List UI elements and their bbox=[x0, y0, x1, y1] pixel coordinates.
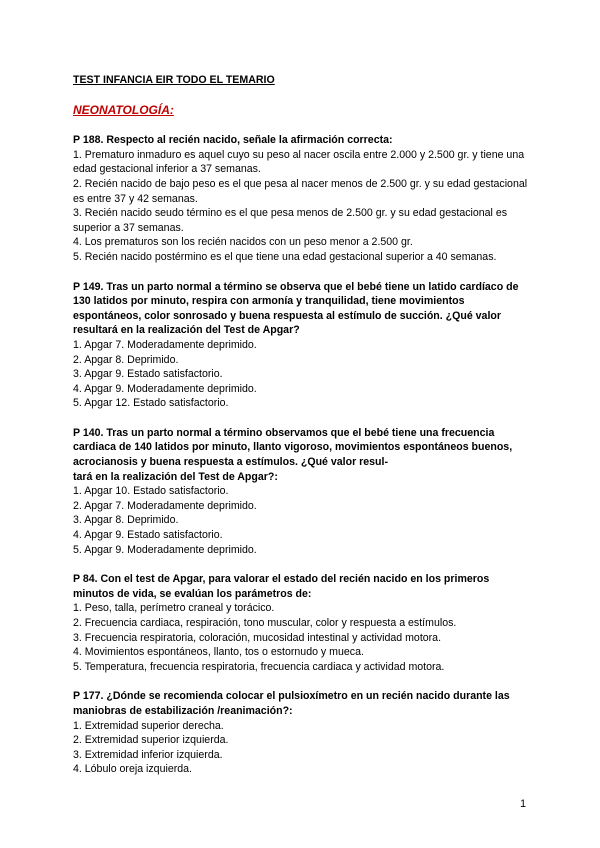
answer-option: 2. Recién nacido de bajo peso es el que pesa al nacer menos de 2.500 gr. y su edad gestacional es entre 37 y 42 semanas. bbox=[73, 177, 528, 205]
question-text: P 84. Con el test de Apgar, para valorar el estado del recién nacido en los primeros minutos de vida, se evalúan los parámetros de: bbox=[73, 573, 490, 600]
question-text: P 140. Tras un parto normal a término observamos que el bebé tiene una frecuencia cardiaca de 140 latidos por minuto, llanto vigoroso, movimientos espontáneos buenos, acrocianosis y buena respuesta a estímulos. ¿Qué valor resul- bbox=[73, 426, 513, 469]
answer-option: 5. Apgar 9. Moderadamente deprimido. bbox=[73, 543, 257, 556]
question-block bbox=[73, 689, 528, 777]
document-title: TEST INFANCIA EIR TODO EL TEMARIO bbox=[73, 74, 275, 86]
answer-option: 5. Recién nacido postérmino es el que tiene una edad gestacional superior a 40 semanas. bbox=[73, 250, 497, 263]
answer-option: 3. Apgar 8. Deprimido. bbox=[73, 514, 179, 527]
answer-option: 4. Movimientos espontáneos, llanto, tos o estornudo y mueca. bbox=[73, 646, 364, 659]
question-block bbox=[73, 133, 528, 264]
answer-option: 1. Prematuro inmaduro es aquel cuyo su peso al nacer oscila entre 2.000 y 2.500 gr. y tiene una edad gestacional inferior a 37 semanas. bbox=[73, 148, 525, 176]
answer-option: 2. Apgar 7. Moderadamente deprimido. bbox=[73, 499, 257, 512]
question-text-continued: tará en la realización del Test de Apgar?: bbox=[73, 470, 278, 483]
question-text: P 177. ¿Dónde se recomienda colocar el pulsioxímetro en un recién nacido durante las maniobras de estabilización /reanimación?: bbox=[73, 690, 510, 717]
answer-option: 1. Extremidad superior derecha. bbox=[73, 719, 224, 732]
answer-option: 2. Frecuencia cardiaca, respiración, tono muscular, color y respuesta a estímulos. bbox=[73, 617, 457, 629]
question-block bbox=[73, 572, 528, 674]
answer-option: 3. Recién nacido seudo término es el que pesa menos de 2.500 gr. y su edad gestacional es superior a 37 semanas. bbox=[73, 207, 508, 234]
answer-option: 4. Apgar 9. Moderadamente deprimido. bbox=[73, 382, 257, 395]
answer-option: 1. Apgar 10. Estado satisfactorio. bbox=[73, 485, 229, 498]
answer-option: 2. Apgar 8. Deprimido. bbox=[73, 353, 179, 366]
question-block bbox=[73, 280, 528, 411]
section-title: NEONATOLOGÍA: bbox=[73, 102, 174, 117]
answer-option: 4. Los prematuros son los recién nacidos con un peso menor a 2.500 gr. bbox=[73, 236, 413, 249]
answer-option: 5. Temperatura, frecuencia respiratoria, frecuencia cardiaca y actividad motora. bbox=[73, 660, 445, 673]
document-page bbox=[73, 73, 528, 777]
answer-option: 5. Apgar 12. Estado satisfactorio. bbox=[73, 397, 229, 410]
answer-option: 3. Extremidad inferior izquierda. bbox=[73, 748, 223, 761]
question-text: P 188. Respecto al recién nacido, señale la afirmación correcta: bbox=[73, 134, 393, 147]
answer-option: 1. Apgar 7. Moderadamente deprimido. bbox=[73, 338, 257, 351]
answer-option: 2. Extremidad superior izquierda. bbox=[73, 734, 229, 747]
answer-option: 3. Frecuencia respiratoria, coloración, mucosidad intestinal y actividad motora. bbox=[73, 631, 442, 644]
answer-option: 4. Lóbulo oreja izquierda. bbox=[73, 763, 192, 776]
answer-option: 3. Apgar 9. Estado satisfactorio. bbox=[73, 368, 223, 381]
question-block bbox=[73, 426, 528, 557]
answer-option: 1. Peso, talla, perímetro craneal y torácico. bbox=[73, 602, 275, 615]
question-text: P 149. Tras un parto normal a término se observa que el bebé tiene un latido cardíaco de 130 latidos por minuto, respira con armonía y tranquilidad, tiene movimientos espontáneos, color sonrosado y buena respuesta al estímulo de succión. ¿Qué valor resultará en la realización del Test de Apgar? bbox=[73, 280, 519, 337]
answer-option: 4. Apgar 9. Estado satisfactorio. bbox=[73, 529, 223, 542]
page-number: 1 bbox=[520, 798, 526, 810]
